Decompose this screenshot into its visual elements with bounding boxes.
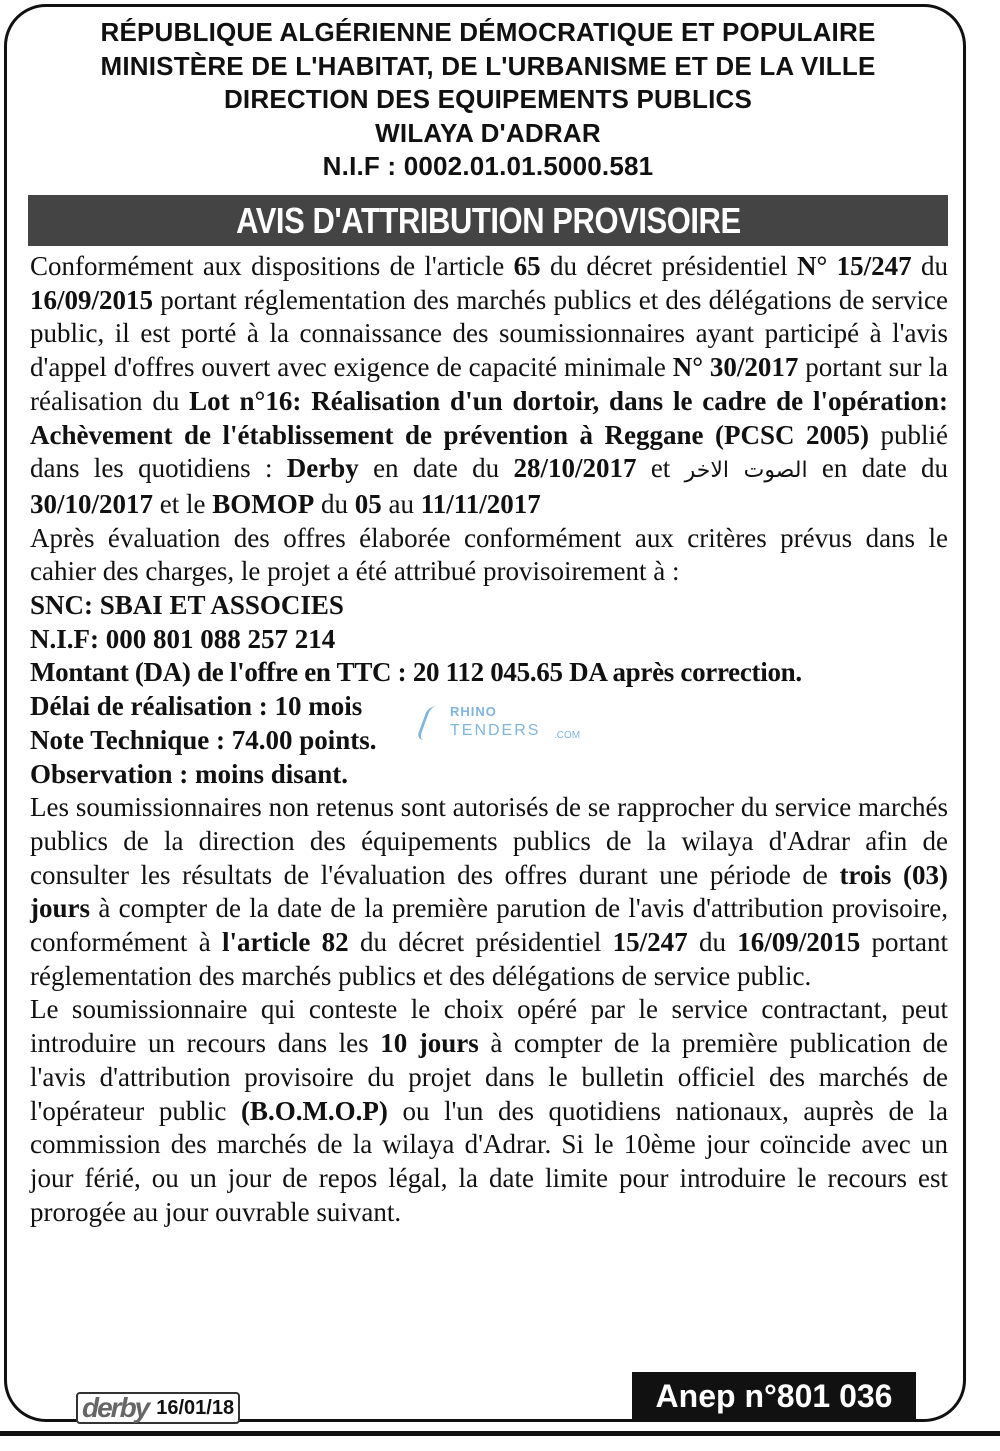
decree-ref-date: 16/09/2015 [737,927,861,958]
newspaper-bomop: BOMOP [212,488,315,519]
bomop-acronym: (B.O.M.O.P) [240,1095,388,1126]
lot-description: Lot n°16: Réalisation d'un dortoir, dans le cadre de l'opération: Achèvement de l'établissement de prévention à Reggane (PCSC 2005) [30,385,948,450]
newspaper-derby: Derby [286,453,359,484]
bomop-to: 11/11/2017 [420,488,541,519]
consultation-period: trois (03) jours [30,859,948,924]
company-nif: N.I.F: 000 801 088 257 214 [30,623,336,654]
bomop-from: 05 [354,488,382,519]
offer-amount: Montant (DA) de l'offre en TTC : 20 112 045.65 DA après correction. [30,657,802,688]
newspaper-arabic: الصوت الاخر [684,458,808,484]
awarded-company: SNC: SBAI ET ASSOCIES [30,590,344,621]
anep-reference: Anep n°801 036 [632,1372,916,1420]
recourse-paragraph: Le soumissionnaire qui conteste le choix opéré par le service contractant, peut introduire un recours dans les 10 jours à compter de la première publication de l'avis d'attribution provisoire du projet dans le bulletin officiel des marchés de l'opérateur public (B.O.M.O.P) ou l'un des quotidiens nationaux, auprès de la commission des marchés de la wilaya d'Adrar. Si le 10ème jour coïncide avec un jour férié, ou un jour de repos légal, la date limite pour introduire le recours est prorogée au jour ouvrable suivant. [30,994,949,1227]
delivery-delay: Délai de réalisation : 10 mois [30,691,363,722]
notice-title: AVIS D'ATTRIBUTION PROVISOIRE [235,200,741,241]
observation: Observation : moins disant. [30,758,349,789]
publication-date-2: 30/10/2017 [30,488,154,519]
header-line-republic: RÉPUBLIQUE ALGÉRIENNE DÉMOCRATIQUE ET POPULAIRE [100,17,876,47]
non-retained-paragraph: Les soumissionnaires non retenus sont autorisés de se rapprocher du service marchés publics de la direction des équipements publics de la wilaya d'Adrar afin de consulter les résultats de l'évaluation des offres durant une période de trois (03) jours à compter de la date de la première parution de l'avis d'attribution provisoire, conformément à l'article 82 du décret présidentiel 15/247 du 16/09/2015 portant réglementation des marchés publics et des délégations de service public. [30,792,948,991]
newspaper-stamp [76,1392,240,1424]
technical-score: Note Technique : 74.00 points. [30,724,377,755]
derby-logo: derby [82,1392,149,1423]
decree-date: 16/09/2015 [30,284,154,315]
decree-ref: 15/247 [612,927,688,958]
rhino-logo-icon [416,706,451,740]
header-line-nif: N.I.F : 0002.01.01.5000.581 [322,151,654,181]
intro-paragraph: Conformément aux dispositions de l'article 65 du décret présidentiel N° 15/247 du 16/09/2015 portant réglementation des marchés publics et des délégations de service public, il est porté à la connaissance des soumissionnaires ayant participé à l'avis d'appel d'offres ouvert avec exigence de capacité minimale N° 30/2017 portant sur la réalisation du Lot n°16: Réalisation d'un dortoir, dans le cadre de l'opération: Achèvement de l'établissement de prévention à Reggane (PCSC 2005) publié dans les quotidiens : Derby en date du 28/10/2017 et الصوت الاخر en date du 30/10/2017 et le BOMOP du 05 au 11/11/2017 [30,251,948,519]
bottom-rule [0,1431,1000,1436]
publication-date: 16/01/18 [156,1396,235,1419]
header-line-wilaya: WILAYA D'ADRAR [375,117,601,148]
article-number: 65 [513,251,541,281]
header-line-direction: DIRECTION DES EQUIPEMENTS PUBLICS [223,84,753,114]
notice-title-bar [28,195,948,246]
article-82: l'article 82 [221,927,349,958]
award-block [30,589,948,791]
recourse-days: 10 jours [380,1028,479,1059]
notice-header [0,16,976,184]
rhino-tenders-watermark: RHINO TENDERS .COM [418,704,598,744]
header-line-ministry: MINISTÈRE DE L'HABITAT, DE L'URBANISME ET DE LA VILLE [100,50,876,81]
publication-date-1: 28/10/2017 [513,453,637,484]
tender-number: N° 30/2017 [672,352,799,383]
evaluation-paragraph: Après évaluation des offres élaborée conformément aux critères prévus dans le cahier des charges, le projet a été attribué provisoirement à : [30,522,948,587]
decree-number: N° 15/247 [796,251,912,281]
